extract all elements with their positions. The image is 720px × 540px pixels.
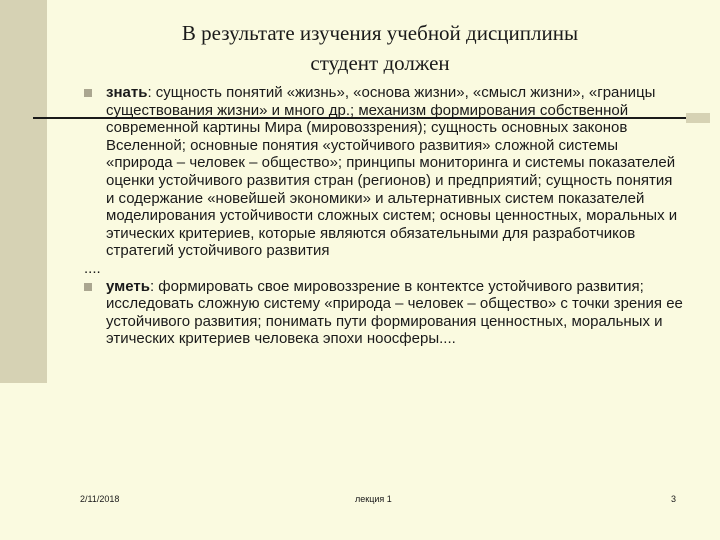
footer-lecture: лекция 1: [355, 494, 392, 504]
item-text: : формировать свое мировоззрение в контектсе устойчивого развития; исследовать сложную систему «природа – человек – общество» с точки зрения ее устойчивого развития; понимать пути формирования ценностных, моральных и этических критериев человека эпохи ноосферы....: [106, 277, 683, 348]
item-term: знать: [106, 84, 148, 101]
bullet-item-able: [84, 278, 684, 348]
title-line-1: В результате изучения учебной дисциплины: [181, 21, 579, 45]
square-bullet-icon: [84, 89, 92, 97]
item-text: : сущность понятий «жизнь», «основа жизни», «смысл жизни», «границы существования жизни» и много др.; механизм формирования собственной современной картины Мира (мировоззрения); сущность основных законов Вселенной; основные понятия «устойчивого развития» сложной системы «природа – человек – общество»; принципы мониторинга и системы показателей оценки устойчивого развития стран (регионов) и предприятий; сущность понятия и содержание «новейшей экономики» и альтернативных систем показателей моделирования устойчивости сложных систем; основы ценностных, моральных и этических критериев, которые являются обязательными для разработчиков стратегий устойчивого развития: [106, 84, 678, 260]
separator-dots: ....: [84, 259, 101, 277]
divider-accent: [686, 113, 710, 123]
item-term: уметь: [106, 277, 150, 295]
footer-date: 2/11/2018: [80, 494, 120, 504]
footer-page-number: 3: [671, 494, 677, 504]
slide-title: [0, 18, 720, 78]
square-bullet-icon: [84, 283, 92, 291]
slide-content: [84, 84, 684, 348]
title-line-2: студент должен: [310, 51, 450, 75]
bullet-item-know: [84, 84, 684, 260]
